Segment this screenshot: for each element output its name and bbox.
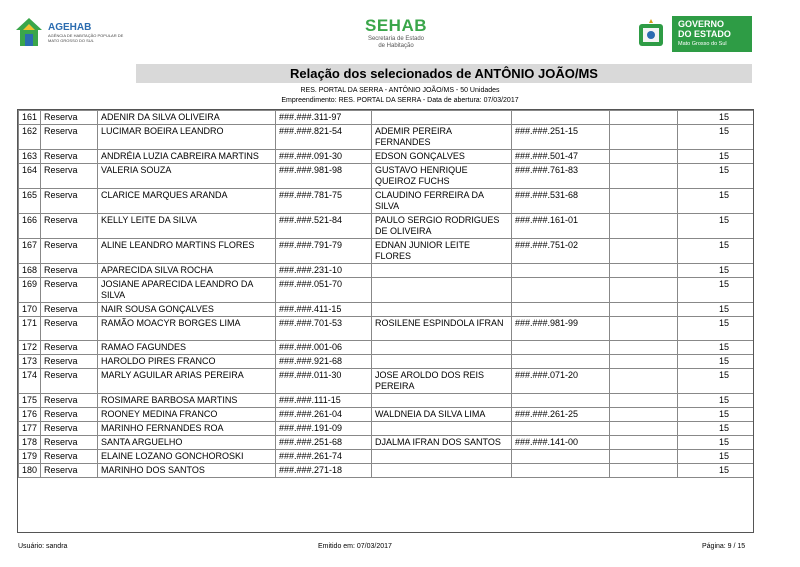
row-number: 165 bbox=[19, 189, 41, 214]
applicant-name: NAIR SOUSA GONÇALVES bbox=[98, 303, 276, 317]
row-number: 170 bbox=[19, 303, 41, 317]
extra-cell bbox=[610, 214, 678, 239]
applicant-name: CLARICE MARQUES ARANDA bbox=[98, 189, 276, 214]
row-number: 174 bbox=[19, 369, 41, 394]
applicant-name: KELLY LEITE DA SILVA bbox=[98, 214, 276, 239]
table-row bbox=[19, 111, 754, 125]
status-cell: Reserva bbox=[41, 164, 98, 189]
applicant-document: ###.###.191-09 bbox=[276, 422, 372, 436]
table-row bbox=[19, 341, 754, 355]
spouse-name bbox=[372, 111, 512, 125]
quantity-cell: 15 bbox=[678, 355, 754, 369]
status-cell: Reserva bbox=[41, 239, 98, 264]
spouse-document bbox=[512, 422, 610, 436]
spouse-name: CLAUDINO FERREIRA DA SILVA bbox=[372, 189, 512, 214]
status-cell: Reserva bbox=[41, 111, 98, 125]
gov-line-3: Mato Grosso do Sul bbox=[678, 41, 727, 47]
status-cell: Reserva bbox=[41, 464, 98, 478]
quantity-cell: 15 bbox=[678, 464, 754, 478]
applicant-name: JOSIANE APARECIDA LEANDRO DA SILVA bbox=[98, 278, 276, 303]
row-number: 177 bbox=[19, 422, 41, 436]
spouse-name: EDSON GONÇALVES bbox=[372, 150, 512, 164]
status-cell: Reserva bbox=[41, 341, 98, 355]
spouse-document: ###.###.141-00 bbox=[512, 436, 610, 450]
row-number: 164 bbox=[19, 164, 41, 189]
extra-cell bbox=[610, 450, 678, 464]
row-number: 171 bbox=[19, 317, 41, 341]
quantity-cell: 15 bbox=[678, 150, 754, 164]
quantity-cell: 15 bbox=[678, 264, 754, 278]
applicant-document: ###.###.261-04 bbox=[276, 408, 372, 422]
applicant-document: ###.###.001-06 bbox=[276, 341, 372, 355]
applicant-name: RAMAO FAGUNDES bbox=[98, 341, 276, 355]
row-number: 180 bbox=[19, 464, 41, 478]
status-cell: Reserva bbox=[41, 369, 98, 394]
applicant-name: MARLY AGUILAR ARIAS PEREIRA bbox=[98, 369, 276, 394]
applicant-name: RAMÃO MOACYR BORGES LIMA bbox=[98, 317, 276, 341]
spouse-name bbox=[372, 303, 512, 317]
government-logo bbox=[634, 16, 752, 52]
status-cell: Reserva bbox=[41, 355, 98, 369]
status-cell: Reserva bbox=[41, 317, 98, 341]
applicant-name: ALINE LEANDRO MARTINS FLORES bbox=[98, 239, 276, 264]
row-number: 173 bbox=[19, 355, 41, 369]
spouse-document: ###.###.261-25 bbox=[512, 408, 610, 422]
spouse-name: PAULO SERGIO RODRIGUES DE OLIVEIRA bbox=[372, 214, 512, 239]
extra-cell bbox=[610, 394, 678, 408]
table-row bbox=[19, 317, 754, 341]
applicant-document: ###.###.821-54 bbox=[276, 125, 372, 150]
report-subtitle-2: Empreendimento: RES. PORTAL DA SERRA - Data de abertura: 07/03/2017 bbox=[281, 97, 519, 104]
spouse-document bbox=[512, 394, 610, 408]
extra-cell bbox=[610, 464, 678, 478]
sehab-logo bbox=[336, 16, 456, 50]
status-cell: Reserva bbox=[41, 189, 98, 214]
footer-page-number: Página: 9 / 15 bbox=[702, 543, 746, 550]
table-row bbox=[19, 303, 754, 317]
quantity-cell: 15 bbox=[678, 369, 754, 394]
extra-cell bbox=[610, 278, 678, 303]
status-cell: Reserva bbox=[41, 125, 98, 150]
table-row bbox=[19, 278, 754, 303]
spouse-name: ROSILENE ESPINDOLA IFRAN bbox=[372, 317, 512, 341]
status-cell: Reserva bbox=[41, 214, 98, 239]
spouse-name bbox=[372, 450, 512, 464]
extra-cell bbox=[610, 369, 678, 394]
spouse-name bbox=[372, 355, 512, 369]
applicant-document: ###.###.521-84 bbox=[276, 214, 372, 239]
gov-line-1: GOVERNO bbox=[678, 19, 725, 29]
applicant-name: ADENIR DA SILVA OLIVEIRA bbox=[98, 111, 276, 125]
row-number: 167 bbox=[19, 239, 41, 264]
status-cell: Reserva bbox=[41, 278, 98, 303]
table-row bbox=[19, 408, 754, 422]
spouse-document bbox=[512, 264, 610, 278]
applicant-name: LUCIMAR BOEIRA LEANDRO bbox=[98, 125, 276, 150]
extra-cell bbox=[610, 317, 678, 341]
status-cell: Reserva bbox=[41, 450, 98, 464]
quantity-cell: 15 bbox=[678, 164, 754, 189]
report-subtitle-1: RES. PORTAL DA SERRA - ANTÔNIO JOÃO/MS - 50 Unidades bbox=[300, 87, 500, 94]
table-row bbox=[19, 464, 754, 478]
table-row bbox=[19, 369, 754, 394]
spouse-document: ###.###.761-83 bbox=[512, 164, 610, 189]
table-row bbox=[19, 164, 754, 189]
status-cell: Reserva bbox=[41, 422, 98, 436]
status-cell: Reserva bbox=[41, 394, 98, 408]
spouse-name bbox=[372, 341, 512, 355]
applicant-document: ###.###.311-97 bbox=[276, 111, 372, 125]
extra-cell bbox=[610, 355, 678, 369]
applicant-document: ###.###.231-10 bbox=[276, 264, 372, 278]
applicant-document: ###.###.271-18 bbox=[276, 464, 372, 478]
applicant-name: HAROLDO PIRES FRANCO bbox=[98, 355, 276, 369]
applicant-document: ###.###.051-70 bbox=[276, 278, 372, 303]
spouse-name: GUSTAVO HENRIQUE QUEIROZ FUCHS bbox=[372, 164, 512, 189]
quantity-cell: 15 bbox=[678, 422, 754, 436]
applicant-document: ###.###.011-30 bbox=[276, 369, 372, 394]
footer-issued-date: Emitido em: 07/03/2017 bbox=[318, 543, 392, 550]
spouse-name: DJALMA IFRAN DOS SANTOS bbox=[372, 436, 512, 450]
spouse-document bbox=[512, 278, 610, 303]
row-number: 168 bbox=[19, 264, 41, 278]
report-header bbox=[0, 0, 800, 60]
quantity-cell: 15 bbox=[678, 125, 754, 150]
applicant-document: ###.###.261-74 bbox=[276, 450, 372, 464]
government-badge bbox=[672, 16, 752, 52]
applicant-document: ###.###.091-30 bbox=[276, 150, 372, 164]
extra-cell bbox=[610, 125, 678, 150]
extra-cell bbox=[610, 150, 678, 164]
applicant-name: MARINHO FERNANDES ROA bbox=[98, 422, 276, 436]
extra-cell bbox=[610, 111, 678, 125]
extra-cell bbox=[610, 189, 678, 214]
applicant-document: ###.###.111-15 bbox=[276, 394, 372, 408]
state-emblem-icon bbox=[634, 18, 668, 50]
applicant-document: ###.###.791-79 bbox=[276, 239, 372, 264]
quantity-cell: 15 bbox=[678, 189, 754, 214]
quantity-cell: 15 bbox=[678, 214, 754, 239]
extra-cell bbox=[610, 303, 678, 317]
spouse-document bbox=[512, 111, 610, 125]
applicant-name: ROSIMARE BARBOSA MARTINS bbox=[98, 394, 276, 408]
quantity-cell: 15 bbox=[678, 317, 754, 341]
spouse-name: ADEMIR PEREIRA FERNANDES bbox=[372, 125, 512, 150]
spouse-document bbox=[512, 355, 610, 369]
row-number: 175 bbox=[19, 394, 41, 408]
table-row bbox=[19, 436, 754, 450]
applicant-name: ROONEY MEDINA FRANCO bbox=[98, 408, 276, 422]
table-row bbox=[19, 125, 754, 150]
table-row bbox=[19, 264, 754, 278]
spouse-document: ###.###.981-99 bbox=[512, 317, 610, 341]
spouse-name: JOSE AROLDO DOS REIS PEREIRA bbox=[372, 369, 512, 394]
row-number: 172 bbox=[19, 341, 41, 355]
applicant-name: VALERIA SOUZA bbox=[98, 164, 276, 189]
applicant-name: MARINHO DOS SANTOS bbox=[98, 464, 276, 478]
spouse-document bbox=[512, 464, 610, 478]
selection-table bbox=[17, 109, 754, 533]
quantity-cell: 15 bbox=[678, 278, 754, 303]
spouse-document bbox=[512, 450, 610, 464]
spouse-name bbox=[372, 422, 512, 436]
spouse-name bbox=[372, 264, 512, 278]
table-row bbox=[19, 450, 754, 464]
applicant-document: ###.###.981-98 bbox=[276, 164, 372, 189]
table-row bbox=[19, 189, 754, 214]
applicant-document: ###.###.781-75 bbox=[276, 189, 372, 214]
quantity-cell: 15 bbox=[678, 303, 754, 317]
quantity-cell: 15 bbox=[678, 394, 754, 408]
spouse-name bbox=[372, 464, 512, 478]
spouse-document: ###.###.071-20 bbox=[512, 369, 610, 394]
agehab-name: AGEHAB bbox=[48, 22, 92, 33]
applicant-document: ###.###.701-53 bbox=[276, 317, 372, 341]
spouse-document: ###.###.751-02 bbox=[512, 239, 610, 264]
extra-cell bbox=[610, 341, 678, 355]
spouse-document: ###.###.251-15 bbox=[512, 125, 610, 150]
row-number: 179 bbox=[19, 450, 41, 464]
applicant-document: ###.###.411-15 bbox=[276, 303, 372, 317]
applicant-name: SANTA ARGUELHO bbox=[98, 436, 276, 450]
agehab-subtitle: AGÊNCIA DE HABITAÇÃO POPULAR DE MATO GROSSO DO SUL bbox=[48, 33, 124, 43]
spouse-document: ###.###.501-47 bbox=[512, 150, 610, 164]
report-title: Relação dos selecionados de ANTÔNIO JOÃO/MS bbox=[136, 64, 752, 83]
table-row bbox=[19, 422, 754, 436]
extra-cell bbox=[610, 264, 678, 278]
applicant-document: ###.###.921-68 bbox=[276, 355, 372, 369]
extra-cell bbox=[610, 436, 678, 450]
sehab-subtitle-2: de Habitação bbox=[378, 43, 414, 49]
table-row bbox=[19, 394, 754, 408]
extra-cell bbox=[610, 408, 678, 422]
spouse-document bbox=[512, 341, 610, 355]
extra-cell bbox=[610, 422, 678, 436]
table-row bbox=[19, 355, 754, 369]
extra-cell bbox=[610, 239, 678, 264]
agehab-logo bbox=[14, 16, 134, 52]
quantity-cell: 15 bbox=[678, 239, 754, 264]
status-cell: Reserva bbox=[41, 264, 98, 278]
quantity-cell: 15 bbox=[678, 450, 754, 464]
status-cell: Reserva bbox=[41, 150, 98, 164]
row-number: 161 bbox=[19, 111, 41, 125]
sehab-subtitle-1: Secretaria de Estado bbox=[367, 36, 425, 42]
status-cell: Reserva bbox=[41, 436, 98, 450]
quantity-cell: 15 bbox=[678, 111, 754, 125]
quantity-cell: 15 bbox=[678, 436, 754, 450]
table-row bbox=[19, 150, 754, 164]
agehab-house-icon bbox=[14, 16, 44, 48]
status-cell: Reserva bbox=[41, 303, 98, 317]
applicant-name: ANDRÉIA LUZIA CABREIRA MARTINS bbox=[98, 150, 276, 164]
row-number: 176 bbox=[19, 408, 41, 422]
spouse-document: ###.###.531-68 bbox=[512, 189, 610, 214]
spouse-document: ###.###.161-01 bbox=[512, 214, 610, 239]
applicant-name: ELAINE LOZANO GONCHOROSKI bbox=[98, 450, 276, 464]
status-cell: Reserva bbox=[41, 408, 98, 422]
row-number: 163 bbox=[19, 150, 41, 164]
table-row bbox=[19, 214, 754, 239]
applicant-document: ###.###.251-68 bbox=[276, 436, 372, 450]
footer-user: Usuário: sandra bbox=[18, 543, 68, 550]
row-number: 166 bbox=[19, 214, 41, 239]
sehab-name: SEHAB bbox=[364, 16, 427, 35]
spouse-name: EDNAN JUNIOR LEITE FLORES bbox=[372, 239, 512, 264]
applicant-name: APARECIDA SILVA ROCHA bbox=[98, 264, 276, 278]
row-number: 178 bbox=[19, 436, 41, 450]
quantity-cell: 15 bbox=[678, 341, 754, 355]
table-row bbox=[19, 239, 754, 264]
spouse-document bbox=[512, 303, 610, 317]
spouse-name: WALDNEIA DA SILVA LIMA bbox=[372, 408, 512, 422]
extra-cell bbox=[610, 164, 678, 189]
row-number: 162 bbox=[19, 125, 41, 150]
quantity-cell: 15 bbox=[678, 408, 754, 422]
spouse-name bbox=[372, 394, 512, 408]
spouse-name bbox=[372, 278, 512, 303]
gov-line-2: DO ESTADO bbox=[678, 29, 731, 39]
row-number: 169 bbox=[19, 278, 41, 303]
